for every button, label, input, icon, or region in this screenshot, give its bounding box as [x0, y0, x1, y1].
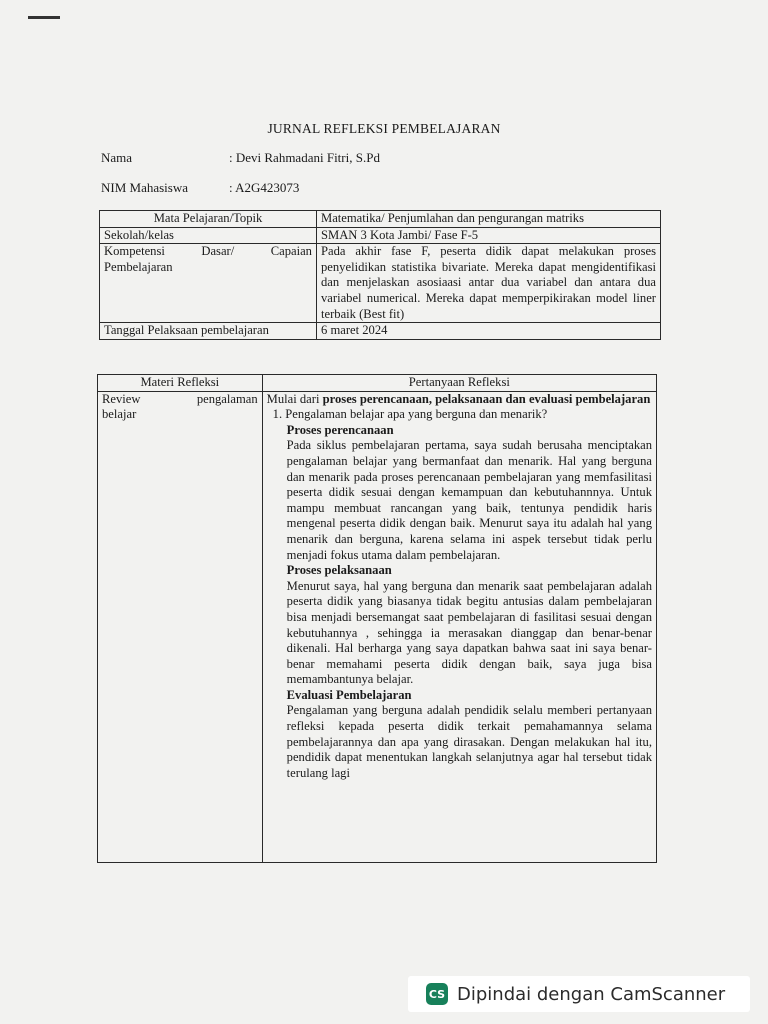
table-row: [100, 211, 661, 228]
section-title: Evaluasi Pembelajaran: [286, 687, 412, 702]
header-materi: Materi Refleksi: [98, 375, 263, 392]
scan-mark: [28, 16, 60, 19]
section-title: Proses perencanaan: [286, 422, 394, 437]
section-text: Pada siklus pembelajaran pertama, saya sudah berusaha menciptakan pengalaman belajar yang bermanfaat dan menarik. Hal yang berguna dan menarik pada proses perencanaan pembelajaran yang memfasilitasi peserta didik sesuai dengan kemampuan dan kebutuhannnya. Untuk mampu membuat rancangan yang baik, tentunya pendidik haris mengenal peserta didik dengan baik. Menurut saya itu adalah hal yang menarik dan berguna, karena selama ini aspek tersebut tidak perlu menjadi fokus utama dalam pembelajaran.: [286, 438, 652, 562]
intro-text: Mulai dari proses perencanaan, pelaksanaan dan evaluasi pembelajaran: [266, 391, 651, 406]
name-label: Nama: [101, 150, 133, 165]
date-value: 6 maret 2024: [317, 323, 661, 340]
info-table: [99, 210, 661, 340]
name-value: : Devi Rahmadani Fitri, S.Pd: [229, 150, 380, 165]
table-row: [100, 323, 661, 340]
section-planning: [287, 423, 652, 563]
nim-value: : A2G423073: [229, 180, 300, 195]
topic-value: Matematika/ Penjumlahan dan pengurangan matriks: [317, 211, 661, 228]
materi-cell: Review pengalaman belajar: [98, 391, 263, 862]
competency-value: Pada akhir fase F, peserta didik dapat melakukan proses penyelidikan statistika bivariate. Mereka dapat mengidentifikasi dan menjelaskan asosiaasi antar dua variabel dan antara dua variabel numerical. Mereka dapat memperpikirakan model liner terbaik (Best fit): [317, 244, 661, 323]
section-evaluation: [287, 688, 652, 782]
table-header-row: [98, 375, 657, 392]
table-row: [100, 227, 661, 244]
date-label: Tanggal Pelaksaan pembelajaran: [100, 323, 317, 340]
reflection-table: [97, 374, 657, 863]
camscanner-icon: CS: [426, 983, 448, 1005]
camscanner-watermark: [408, 976, 750, 1012]
competency-label: Kompetensi Dasar/ Capaian Pembelajaran: [100, 244, 317, 323]
question-text: 1. Pengalaman belajar apa yang berguna dan menarik?: [272, 407, 548, 422]
watermark-text: Dipindai dengan CamScanner: [457, 983, 726, 1005]
table-row: [98, 391, 657, 862]
section-text: Menurut saya, hal yang berguna dan menarik saat pembelajaran adalah peserta didik yang biasanya tidak begitu antusias dalam pembelajaran bisa menjadi bersemangat saat pembelajaran di fasilitasi sesuai dengan kebutuhannya , sehingga ia merasakan dianggap dan benar-benar dikenali. Hal berharga yang saya dapatkan bahwa saat ini saya benar-benar memahami peserta didik dengan baik, saya juga bisa memambantunya belajar.: [286, 578, 652, 687]
header-pertanyaan: Pertanyaan Refleksi: [262, 375, 656, 392]
school-value: SMAN 3 Kota Jambi/ Fase F-5: [317, 227, 661, 244]
nim-label: NIM Mahasiswa: [101, 180, 189, 195]
school-label: Sekolah/kelas: [100, 227, 317, 244]
section-text: Pengalaman yang berguna adalah pendidik selalu memberi pertanyaan refleksi kepada peserta didik terkait pemahamannya selama pembelajarannya dan apa yang dirasakan. Dengan melakukan hal itu, pendidik dapat menentukan langkah selanjutnya agar hal tersebut tidak terulang lagi: [286, 703, 652, 780]
section-title: Proses pelaksanaan: [286, 563, 392, 578]
table-row: [100, 244, 661, 323]
document-title: JURNAL REFLEKSI PEMBELAJARAN: [267, 121, 501, 136]
section-implementation: [287, 563, 652, 688]
pertanyaan-cell: [262, 391, 656, 862]
topic-label: Mata Pelajaran/Topik: [100, 211, 317, 228]
